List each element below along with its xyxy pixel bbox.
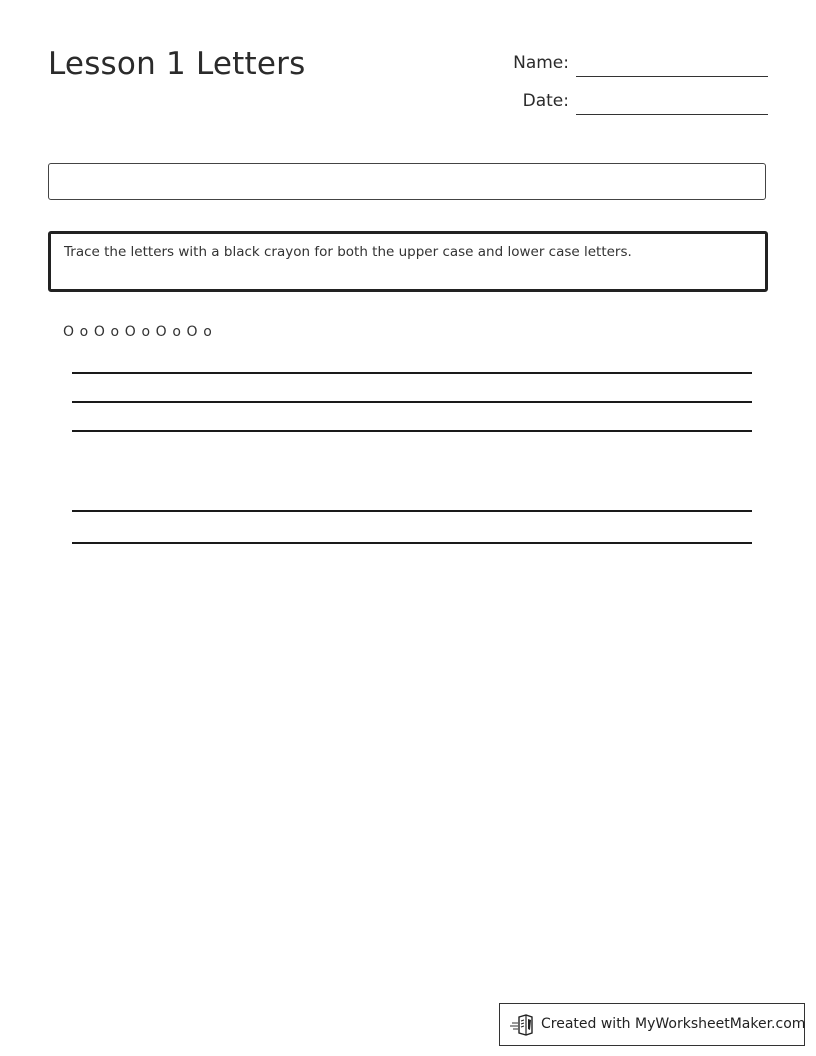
badge-text: Created with MyWorksheetMaker.com [541, 1016, 806, 1032]
writing-line[interactable] [72, 401, 752, 403]
worksheet-title: Lesson 1 Letters [48, 46, 306, 82]
instructions-box [48, 231, 768, 292]
worksheet-maker-logo-icon [510, 1013, 536, 1037]
writing-line[interactable] [72, 372, 752, 374]
name-label: Name: [513, 53, 569, 73]
created-with-badge[interactable] [499, 1003, 805, 1046]
name-line[interactable] [576, 76, 768, 77]
date-line[interactable] [576, 114, 768, 115]
instructions-text: Trace the letters with a black crayon for both the upper case and lower case letters. [64, 244, 632, 260]
writing-line[interactable] [72, 430, 752, 432]
empty-answer-box[interactable] [48, 163, 766, 200]
trace-letters: O o O o O o O o O o [63, 324, 213, 340]
writing-line[interactable] [72, 542, 752, 544]
writing-line[interactable] [72, 510, 752, 512]
date-label: Date: [522, 91, 569, 111]
